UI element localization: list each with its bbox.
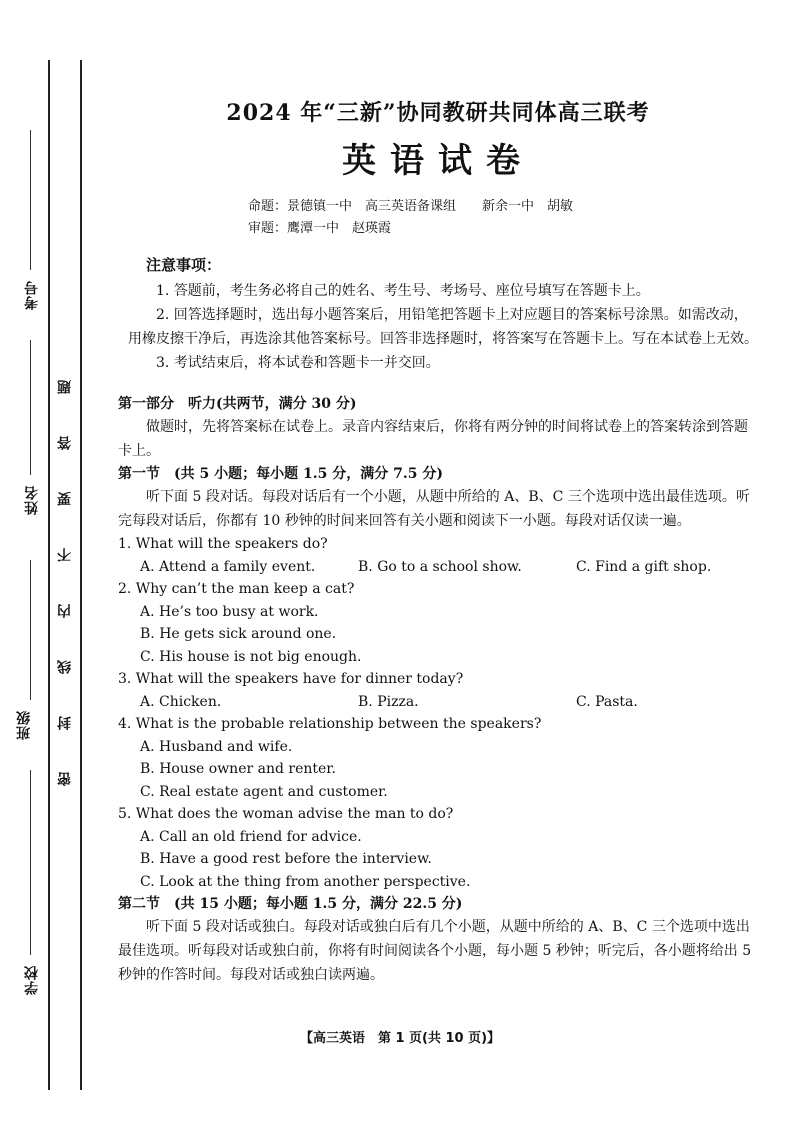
option-b: B. Have a good rest before the interview.: [140, 851, 432, 867]
name-blank: [30, 340, 31, 475]
option-b: B. Go to a school show.: [358, 558, 522, 575]
paper-content: [118, 96, 758, 987]
section2-instruction: 听下面 5 段对话或独白。每段对话或独白后有几个小题，从题中所给的 A、B、C 三个选项中选出最佳选项。听每段对话或独白前，你将有时间阅读各个小题，每小题 5 秒钟；听完后，各小题将给出 5 秒钟的作答时间。每段对话或独白读两遍。: [118, 919, 752, 983]
option-a: A. Chicken.: [140, 693, 222, 710]
class-label: 班级: [16, 710, 32, 740]
option-a: A. He’s too busy at work.: [140, 603, 319, 620]
seal-char: 不: [57, 548, 73, 562]
option-b: B. Pizza.: [358, 693, 419, 710]
seal-char: 线: [57, 660, 73, 674]
question-1-options: [140, 556, 758, 579]
option-c: C. Look at the thing from another perspective.: [140, 873, 471, 890]
option-c: C. Pasta.: [576, 693, 638, 710]
option-c: C. Real estate agent and customer.: [140, 783, 388, 800]
margin-line-inner: [80, 60, 82, 1090]
question-4: 4. What is the probable relationship between the speakers?: [118, 716, 542, 732]
question-5: 5. What does the woman advise the man to do?: [118, 806, 454, 822]
option-c: C. His house is not big enough.: [140, 648, 362, 665]
notice-list: [118, 279, 758, 375]
exam-no-blank: [30, 130, 31, 270]
section1-instruction: 听下面 5 段对话。每段对话后有一个小题，从题中所给的 A、B、C 三个选项中选出最佳选项。听完每段对话后，你都有 10 秒钟的时间来回答有关小题和阅读下一小题。每段对话仅读一遍。: [118, 489, 750, 529]
school-blank: [30, 770, 31, 955]
notice-item: 2. 回答选择题时，选出每小题答案后，用铅笔把答题卡上对应题目的答案标号涂黑。如需改动，用橡皮擦干净后，再选涂其他答案标号。回答非选择题时，将答案写在答题卡上。写在本试卷上无效。: [128, 307, 758, 347]
subject-title: 英语试卷: [342, 141, 534, 181]
notice-item: 3. 考试结束后，将本试卷和答题卡一并交回。: [156, 355, 440, 371]
reviewer-line: 审题：鹰潭一中 赵瑛霞: [248, 221, 392, 236]
option-a: A. Husband and wife.: [140, 738, 293, 755]
class-blank: [30, 560, 31, 700]
school-label: 学校: [24, 965, 40, 995]
page-footer: 【高三英语 第 1 页(共 10 页)】: [299, 1031, 501, 1046]
question-3-options: [140, 691, 758, 714]
seal-line-notice: [56, 380, 74, 786]
section2-heading: 第二节 (共 15 小题；每小题 1.5 分，满分 22.5 分): [118, 896, 463, 912]
option-c: C. Find a gift shop.: [576, 558, 712, 575]
option-b: B. He gets sick around one.: [140, 626, 337, 642]
option-a: A. Attend a family event.: [140, 558, 316, 575]
part1-instruction: 做题时，先将答案标在试卷上。录音内容结束后，你将有两分钟的时间将试卷上的答案转涂到答题卡上。: [118, 419, 748, 459]
exam-no-label: 考号: [24, 280, 40, 310]
question-2: 2. Why can’t the man keep a cat?: [118, 581, 355, 597]
option-a: A. Call an old friend for advice.: [140, 828, 362, 845]
seal-char: 要: [57, 492, 73, 506]
part1-heading: 第一部分 听力(共两节，满分 30 分): [118, 396, 357, 412]
notice-item: 1. 答题前，考生务必将自己的姓名、考生号、考场号、座位号填写在答题卡上。: [156, 283, 650, 299]
margin-line-outer: [48, 60, 50, 1090]
notice-heading: 注意事项：: [146, 256, 222, 274]
credits: [248, 196, 758, 240]
seal-char: 题: [57, 380, 73, 394]
name-label: 姓名: [24, 485, 40, 515]
exam-title: 2024 年“三新”协同教研共同体高三联考: [226, 100, 650, 126]
section1-heading: 第一节 (共 5 小题；每小题 1.5 分，满分 7.5 分): [118, 466, 443, 482]
seal-char: 密: [57, 772, 73, 786]
seal-char: 封: [57, 716, 73, 730]
seal-char: 内: [57, 604, 73, 618]
option-b: B. House owner and renter.: [140, 761, 336, 777]
question-1: 1. What will the speakers do?: [118, 536, 328, 552]
seal-char: 答: [57, 436, 73, 450]
question-3: 3. What will the speakers have for dinner today?: [118, 671, 464, 687]
setter-line: 命题：景德镇一中 高三英语备课组 新余一中 胡敏: [248, 199, 574, 214]
